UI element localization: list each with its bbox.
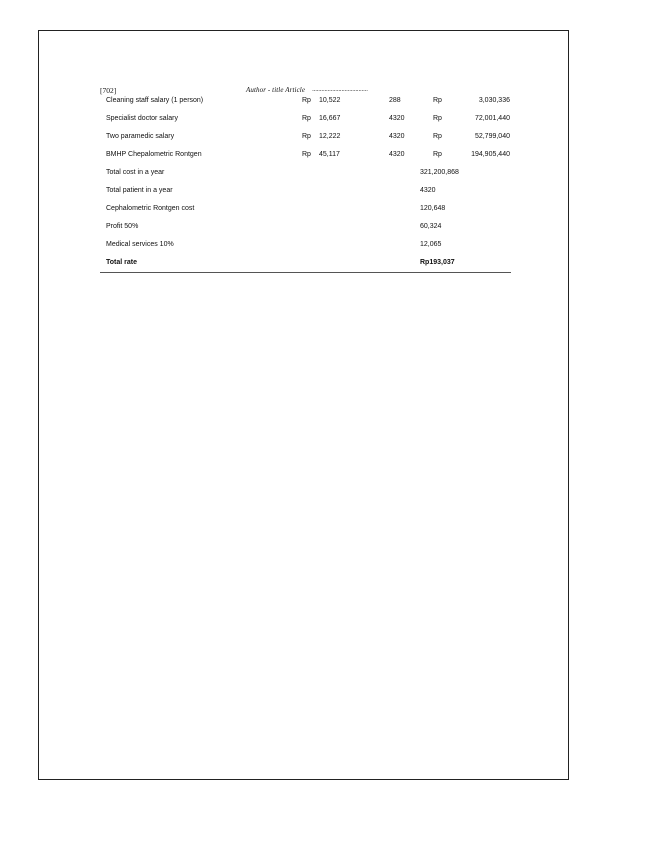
currency-label: Rp xyxy=(302,133,311,140)
summary-item: Total cost in a year xyxy=(106,169,165,176)
header-dots: .................................... xyxy=(312,86,368,93)
table-row xyxy=(106,132,516,150)
quantity: 4320 xyxy=(389,133,405,140)
quantity: 4320 xyxy=(389,115,405,122)
summary-item: Cephalometric Rontgen cost xyxy=(106,205,195,212)
summary-item: Medical services 10% xyxy=(106,241,174,248)
row-total: 72,001,440 xyxy=(474,115,510,122)
currency-label: Rp xyxy=(433,115,442,122)
total-rate-label: Total rate xyxy=(106,259,137,266)
row-total: 52,799,040 xyxy=(474,133,510,140)
table-row xyxy=(106,150,516,168)
page-number: [702] xyxy=(100,86,117,95)
summary-row xyxy=(106,186,516,204)
currency-label: Rp xyxy=(433,151,442,158)
row-total: 194,905,440 xyxy=(471,151,510,158)
summary-value: 60,324 xyxy=(420,223,442,230)
unit-cost: 10,522 xyxy=(319,97,341,104)
summary-row xyxy=(106,204,516,222)
summary-row xyxy=(106,222,516,240)
unit-cost: 16,667 xyxy=(319,115,341,122)
unit-cost: 12,222 xyxy=(319,133,341,140)
row-item: Two paramedic salary xyxy=(106,133,175,140)
table-row xyxy=(106,96,516,114)
row-item: Specialist doctor salary xyxy=(106,115,178,122)
total-rate-value: Rp193,037 xyxy=(420,259,455,266)
row-total: 3,030,336 xyxy=(478,97,510,104)
row-item: BMHP Chepalometric Rontgen xyxy=(106,151,202,158)
summary-item: Total patient in a year xyxy=(106,187,173,194)
currency-label: Rp xyxy=(433,133,442,140)
summary-value: 321,200,868 xyxy=(420,169,459,176)
table-bottom-rule xyxy=(100,272,511,273)
quantity: 288 xyxy=(389,97,401,104)
summary-value: 4320 xyxy=(420,187,436,194)
quantity: 4320 xyxy=(389,151,405,158)
total-rate-row xyxy=(106,258,516,276)
row-item: Cleaning staff salary (1 person) xyxy=(106,97,204,104)
unit-cost: 45,117 xyxy=(319,151,340,158)
summary-row xyxy=(106,168,516,186)
currency-label: Rp xyxy=(302,151,311,158)
currency-label: Rp xyxy=(433,97,442,104)
summary-item: Profit 50% xyxy=(106,223,139,230)
currency-label: Rp xyxy=(302,97,311,104)
table-row xyxy=(106,114,516,132)
running-title: Author - title Article xyxy=(246,86,306,94)
currency-label: Rp xyxy=(302,115,311,122)
summary-row xyxy=(106,240,516,258)
summary-value: 12,065 xyxy=(420,241,442,248)
cost-table xyxy=(106,96,516,276)
summary-value: 120,648 xyxy=(420,205,446,212)
